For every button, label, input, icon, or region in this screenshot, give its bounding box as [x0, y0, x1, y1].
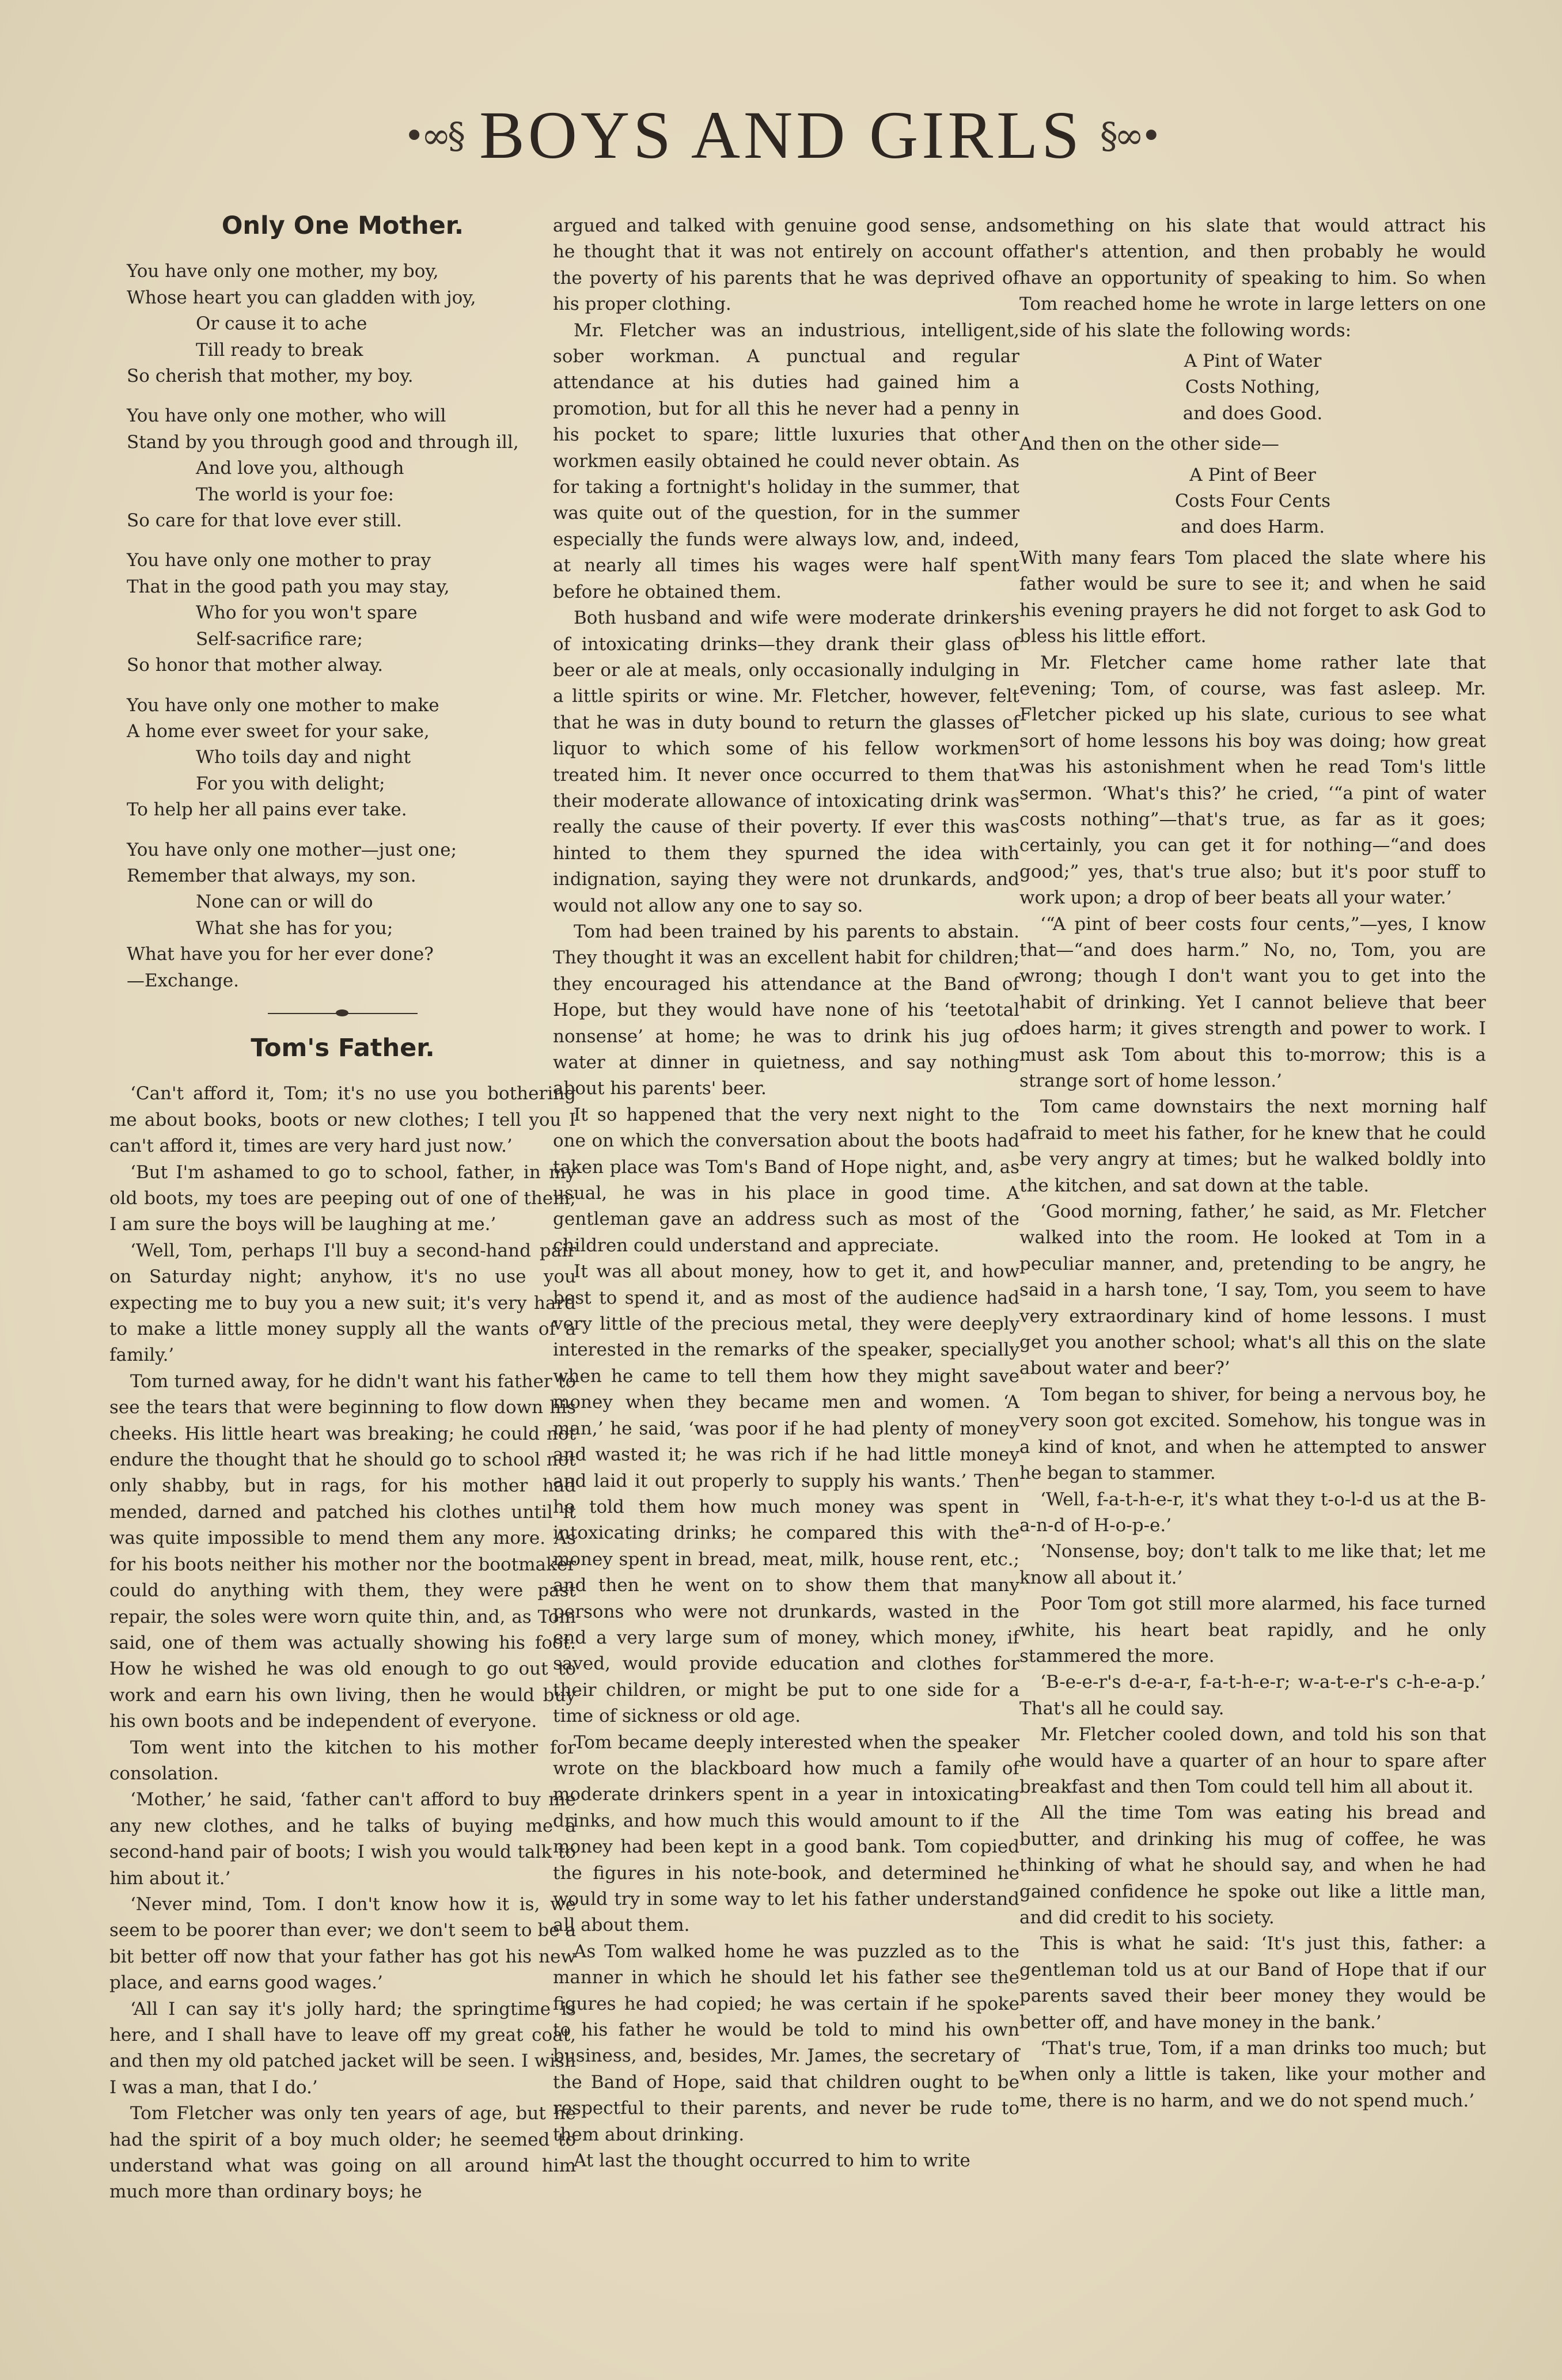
ornament-left-icon: •∞§	[403, 114, 462, 157]
paragraph: Tom turned away, for he didn't want his father to see the tears that were beginning to flow down his cheeks. His little heart was breaking; he could not endure the thought that he should go to school not only shabby, but in rags, for his mother had mended, darned and patched his clothes until it was quite impossible to mend them any more. As for his boots neither his mother nor the bootmaker could do anything with them, they were past repair, the soles were worn quite thin, and, as Tom said, one of them was actually showing his foot. How he wished he was old enough to go out to work and earn his own living, then he would buy his own boots and be independent of everyone.	[109, 1371, 576, 1732]
poem-line: Till ready to break	[196, 339, 363, 360]
column-2	[553, 213, 1019, 2174]
paragraph: ‘All I can say it's jolly hard; the springtime is here, and I shall have to leave off my great coat, and then my old patched jacket will be seen. I wish I was a man, that I do.’	[109, 1998, 576, 2098]
paragraph: ‘Good morning, father,’ he said, as Mr. Fletcher walked into the room. He looked at Tom in a peculiar manner, and, pretending to be angry, he said in a harsh tone, ‘I say, Tom, you seem to have very extraordinary kind of home lessons. I must get you another school; what's all this on the slate about water and beer?’	[1019, 1201, 1486, 1379]
paragraph: This is what he said: ‘It's just this, father: a gentleman told us at our Band of Hope that if our parents saved their beer money they would be better off, and have money in the bank.’	[1019, 1933, 1486, 2033]
paragraph: something on his slate that would attract his father's attention, and then probably he would have an opportunity of speaking to him. So when Tom reached home he wrote in large letters on one side of his slate the following words:	[1019, 215, 1486, 341]
paragraph: Mr. Fletcher came home rather late that evening; Tom, of course, was fast asleep. Mr. Fletcher picked up his slate, curious to see what sort of home lessons his boy was doing; how great was his astonishment when he read Tom's little sermon. ‘What's this?’ he cried, ‘“a pint of water costs nothing”—that's true, as far as it goes; certainly, you can get it for nothing—“and does good;” yes, that's true also; but it's poor stuff to work upon; a drop of beer beats all your water.’	[1019, 652, 1486, 909]
poem-line: You have only one mother to pray	[127, 550, 431, 571]
poem-line: What have you for her ever done?	[127, 944, 434, 965]
poem-line: None can or will do	[196, 891, 373, 913]
paragraph: It so happened that the very next night to the one on which the conversation about the boots had taken place was Tom's Band of Hope night, and, as usual, he was in his place in good time. A gentleman gave an address such as most of the children could understand and appreciate.	[553, 1104, 1019, 1256]
poem-stanza	[127, 259, 576, 389]
paragraph: ‘That's true, Tom, if a man drinks too much; but when only a little is taken, like your mother and me, there is no harm, and we do not spend much.’	[1019, 2038, 1486, 2111]
paragraph: ‘Nonsense, boy; don't talk to me like that; let me know all about it.’	[1019, 1541, 1486, 1588]
paragraph: Tom came downstairs the next morning half afraid to meet his father, for he knew that he could be very angry at times; but he walked boldly into the kitchen, and sat down at the table.	[1019, 1096, 1486, 1196]
paragraph: ‘“A pint of beer costs four cents,”—yes, I know that—“and does harm.” No, no, Tom, you are wrong; though I don't want you to get into the habit of drinking. Yet I cannot believe that beer does harm; it gives strength and power to work. I must ask Tom about this to-morrow; this is a strange sort of home lesson.’	[1019, 913, 1486, 1091]
paragraph: argued and talked with genuine good sense, and he thought that it was not entirely on account of the poverty of his parents that he was deprived of his proper clothing.	[553, 215, 1019, 315]
slate-line: A Pint of Beer	[1189, 464, 1316, 485]
paragraph: ‘Well, Tom, perhaps I'll buy a second-hand pair on Saturday night; anyhow, it's no use you expecting me to buy you a new suit; it's very hard to make a little money supply all the wants of a family.’	[109, 1240, 576, 1366]
ornament-right-icon: §∞•	[1100, 114, 1159, 157]
paragraph: Tom had been trained by his parents to abstain. They thought it was an excellent habit for children; they encouraged his attendance at the Band of Hope, but they would have none of his ‘teetotal nonsense’ at home; he was to drink his jug of water at dinner in quietness, and say nothing about his parents' beer.	[553, 921, 1019, 1099]
paragraph: All the time Tom was eating his bread and butter, and drinking his mug of coffee, he was thinking of what he should say, and when he had gained confidence he spoke out like a little man, and did credit to his society.	[1019, 1802, 1486, 1928]
slate-text-water	[1019, 348, 1486, 427]
poem-line: Who toils day and night	[196, 747, 411, 768]
poem-line: Whose heart you can gladden with joy,	[127, 287, 476, 308]
poem-stanza	[127, 837, 576, 994]
poem-line: Who for you won't spare	[196, 602, 418, 624]
paragraph: Tom became deeply interested when the speaker wrote on the blackboard how much a family of moderate drinkers spent in a year in intoxicating drinks, and how much this would amount to if the money had been kept in a good bank. Tom copied the figures in his note-book, and determined he would try in some way to let his father understand all about them.	[553, 1732, 1019, 1936]
paragraph: Tom Fletcher was only ten years of age, but he had the spirit of a boy much older; he seemed to understand what was going on all around him much more than ordinary boys; he	[109, 2103, 576, 2203]
poem-stanza	[127, 693, 576, 823]
poem-line: What she has for you;	[196, 917, 393, 939]
page-title: BOYS AND GIRLS	[479, 97, 1083, 173]
poem-line: You have only one mother to make	[127, 694, 439, 716]
poem-line: You have only one mother—just one;	[127, 839, 457, 860]
paragraph: ‘Well, f-a-t-h-e-r, it's what they t-o-l-d us at the B-a-n-d of H-o-p-e.’	[1019, 1489, 1486, 1536]
slate-line: and does Good.	[1182, 403, 1323, 424]
paragraph: ‘But I'm ashamed to go to school, father, in my old boots, my toes are peeping out of one of them; I am sure the boys will be laughing at me.’	[109, 1161, 576, 1235]
paragraph: At last the thought occurred to him to write	[574, 2150, 970, 2172]
poem-line: And love you, although	[196, 458, 404, 479]
paragraph: As Tom walked home he was puzzled as to the manner in which he should let his father see the figures he had copied; he was certain if he spoke to his father he would be told to mind his own business, and, besides, Mr. James, the secretary of the Band of Hope, said that children ought to be respectful to their parents, and never be rude to them about drinking.	[553, 1941, 1019, 2145]
paragraph: ‘Mother,’ he said, ‘father can't afford to buy me any new clothes, and he talks of buying me a second-hand pair of boots; I wish you would talk to him about it.’	[109, 1789, 576, 1889]
poem-line: You have only one mother, my boy,	[127, 261, 439, 282]
paragraph: ‘Can't afford it, Tom; it's no use you bothering me about books, boots or new clothes; I tell you I can't afford it, times are very hard just now.’	[109, 1083, 576, 1157]
paragraph: Mr. Fletcher was an industrious, intelligent, sober workman. A punctual and regular attendance at his duties had gained him a promotion, but for all this he never had a penny in his pocket to spare; little luxuries that other workmen easily obtained he could never obtain. As for taking a fortnight's holiday in the summer, that was quite out of the question, for in the summer especially the funds were always low, and, indeed, at nearly all times his wages were half spent before he obtained them.	[553, 320, 1019, 602]
masthead	[0, 97, 1562, 173]
poem-line: Or cause it to ache	[196, 313, 367, 335]
poem-line: Self-sacrifice rare;	[196, 628, 363, 650]
paragraph: Mr. Fletcher cooled down, and told his son that he would have a quarter of an hour to spare after breakfast and then Tom could tell him all about it.	[1019, 1724, 1486, 1797]
paragraph: With many fears Tom placed the slate where his father would be sure to see it; and when he said his evening prayers he did not forget to ask God to bless his little effort.	[1019, 547, 1486, 647]
slate-line: A Pint of Water	[1184, 351, 1322, 372]
poem-line: You have only one mother, who will	[127, 405, 446, 427]
poem-line: The world is your foe:	[196, 484, 394, 505]
paragraph: It was all about money, how to get it, and how best to spend it, and as most of the audience had very little of the precious metal, they were deeply interested in the remarks of the speaker, specially when he came to tell them how they might save money when they became men and women. ‘A man,’ he said, ‘was poor if he had plenty of money and wasted it; he was rich if he had little money and laid it out properly to supply his wants.’ Then he told them how much money was spent in intoxicating drinks; he compared this with the money spent in bread, meat, milk, house rent, etc.; and then he went on to show them that many persons who were not drunkards, wasted in the end a very large sum of money, which money, if saved, would provide education and clothes for their children, or might be put to one side for a time of sickness or old age.	[553, 1261, 1019, 1727]
poem-title: Only One Mother.	[221, 211, 464, 240]
slate-text-beer	[1019, 462, 1486, 541]
poem-line: So cherish that mother, my boy.	[127, 366, 414, 387]
paragraph: Poor Tom got still more alarmed, his face turned white, his heart beat rapidly, and he only stammered the more.	[1019, 1593, 1486, 1667]
poem-line: A home ever sweet for your sake,	[127, 720, 430, 742]
poem-line: That in the good path you may stay,	[127, 576, 450, 597]
paragraph: Tom began to shiver, for being a nervous boy, he very soon got excited. Somehow, his tongue was in a kind of knot, and when he attempted to answer he began to stammer.	[1019, 1384, 1486, 1484]
poem-stanza	[127, 403, 576, 534]
poem-line: Stand by you through good and through ill,	[127, 431, 519, 453]
paragraph: And then on the other side—	[1019, 434, 1279, 455]
paragraph: ‘Never mind, Tom. I don't know how it is, we seem to be poorer than ever; we don't seem to be a bit better off now that your father has got his new place, and earns good wages.’	[109, 1893, 576, 1994]
poem-line: Remember that always, my son.	[127, 865, 416, 886]
poem-line: To help her all pains ever take.	[127, 799, 407, 821]
poem-line: For you with delight;	[196, 773, 385, 794]
paragraph: Tom went into the kitchen to his mother for consolation.	[109, 1737, 576, 1784]
paragraph: ‘B-e-e-r's d-e-a-r, f-a-t-h-e-r; w-a-t-e-r's c-h-e-a-p.’ That's all he could say.	[1019, 1672, 1486, 1719]
poem-line: So honor that mother alway.	[127, 655, 384, 676]
story-title: Tom's Father.	[251, 1033, 435, 1062]
poem-line: So care for that love ever still.	[127, 510, 402, 532]
slate-line: and does Harm.	[1180, 517, 1325, 538]
section-divider	[268, 1009, 418, 1018]
column-1	[109, 213, 576, 2206]
slate-line: Costs Nothing,	[1185, 377, 1321, 398]
poem-source: —Exchange.	[127, 970, 239, 991]
poem-stanza	[127, 548, 576, 678]
column-3	[1019, 213, 1486, 2114]
slate-line: Costs Four Cents	[1174, 491, 1331, 512]
paragraph: Both husband and wife were moderate drinkers of intoxicating drinks—they drank their glass of beer or ale at meals, only occasionally indulging in a little spirits or wine. Mr. Fletcher, however, felt that he was in duty bound to return the glasses of liquor to which some of his fellow workmen treated him. It never once occurred to them that their moderate allowance of intoxicating drink was really the cause of their poverty. If ever this was hinted to them they spurned the idea with indignation, saying they were not drunkards, and would not allow any one to say so.	[553, 608, 1019, 916]
